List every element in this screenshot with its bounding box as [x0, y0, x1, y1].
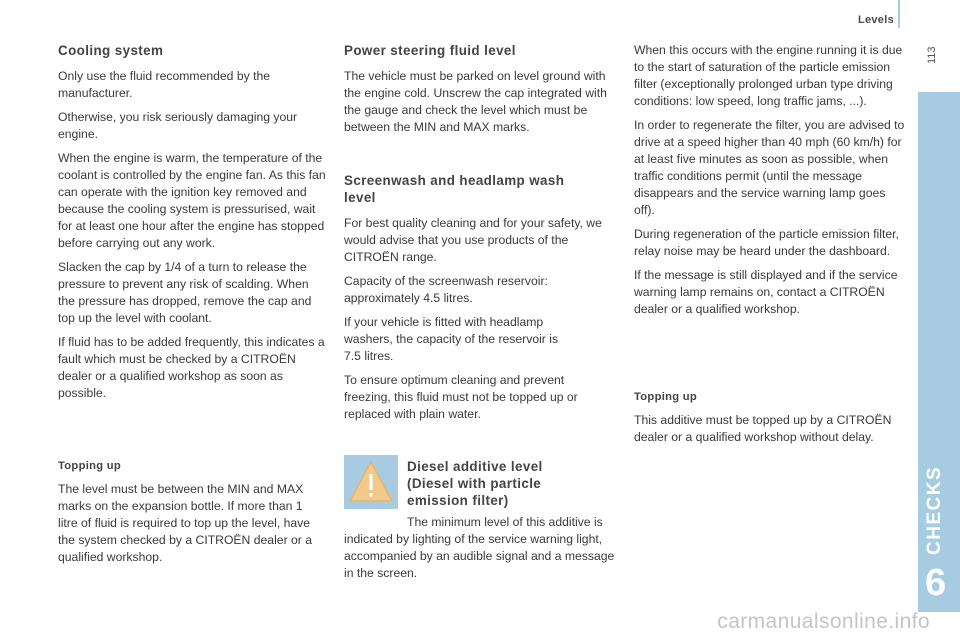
cooling-title: Cooling system	[58, 43, 164, 58]
screenwash-title: Screenwash and headlamp wash level	[344, 173, 565, 205]
particle-filter-paragraph: In order to regenerate the filter, you are advised to drive at a speed higher than 40 mph (60 km/h) for at least five minutes as soon as possible, when traffic conditions permit (until the message disappears and the service warning lamp goes off).	[634, 118, 905, 217]
additive-topping-up-text: This additive must be topped up by a CITROËN dealer or a qualified workshop without delay.	[634, 413, 892, 444]
cooling-paragraph: Otherwise, you risk seriously damaging your engine.	[58, 110, 298, 141]
particle-filter-paragraph: If the message is still displayed and if the service warning lamp remains on, contact a CITROËN dealer or a qualified workshop.	[634, 268, 898, 316]
diesel-additive-body	[344, 514, 618, 589]
screenwash-section	[344, 172, 614, 430]
particle-filter-paragraph: During regeneration of the particle emission filter, relay noise may be heard under the dashboard.	[634, 227, 899, 258]
particle-filter-paragraph: When this occurs with the engine running it is due to the start of saturation of the particle emission filter (exceptionally prolonged urban type driving conditions: low speed, long traffic jams, ...).	[634, 43, 903, 108]
cooling-paragraph: Slacken the cap by 1/4 of a turn to release the pressure to prevent any risk of scalding. When the pressure has dropped, remove the cap and top up the level with coolant.	[58, 260, 312, 325]
watermark: carmanualsonline.info	[717, 610, 930, 633]
header-divider	[898, 0, 900, 28]
cooling-topping-up-title: Topping up	[58, 460, 122, 472]
power-steering-title: Power steering fluid level	[344, 43, 516, 58]
chapter-label: CHECKS	[924, 465, 945, 555]
particle-filter-section	[634, 42, 906, 325]
diesel-additive-title: Diesel additive level (Diesel with particle emission filter)	[407, 459, 543, 508]
cooling-topping-up	[58, 458, 324, 573]
screenwash-paragraph: Capacity of the screenwash reservoir: approximately 4.5 litres.	[344, 274, 548, 305]
cooling-paragraph: If fluid has to be added frequently, this indicates a fault which must be checked by a CITROËN dealer or a qualified workshop as soon as possible.	[58, 335, 325, 400]
page-number: 113	[926, 46, 938, 64]
additive-topping-up-title: Topping up	[634, 391, 698, 403]
screenwash-paragraph: If your vehicle is fitted with headlamp washers, the capacity of the reservoir is 7.5 litres.	[344, 315, 559, 363]
cooling-paragraph: Only use the fluid recommended by the manufacturer.	[58, 69, 271, 100]
power-steering-text: The vehicle must be parked on level ground with the engine cold. Unscrew the cap integrated with the gauge and check the level which must be between the MIN and MAX marks.	[344, 69, 607, 134]
additive-topping-up	[634, 389, 896, 453]
warning-triangle-icon	[344, 455, 398, 509]
power-steering-section	[344, 42, 614, 143]
cooling-topping-up-text: The level must be between the MIN and MAX marks on the expansion bottle. If more than 1 litre of fluid is required to top up the level, have the system checked by a CITROËN dealer or a qualified workshop.	[58, 482, 313, 564]
screenwash-paragraph: For best quality cleaning and for your safety, we would advise that you use products of the CITROËN range.	[344, 216, 602, 264]
cooling-section	[58, 42, 328, 409]
cooling-paragraph: When the engine is warm, the temperature of the coolant is controlled by the engine fan. As this fan can operate with the ignition key removed and because the cooling system is pressurised, wait for at least one hour after the engine has stopped before carrying out any work.	[58, 151, 326, 250]
screenwash-paragraph: To ensure optimum cleaning and prevent freezing, this fluid must not be topped up or replaced with plain water.	[344, 373, 578, 421]
diesel-additive-text: The minimum level of this additive is indicated by lighting of the service warning light, accompanied by an audible signal and a message in the screen.	[344, 515, 615, 580]
chapter-number: 6	[925, 562, 947, 604]
diesel-additive-heading	[407, 458, 587, 518]
section-title: Levels	[857, 14, 894, 26]
